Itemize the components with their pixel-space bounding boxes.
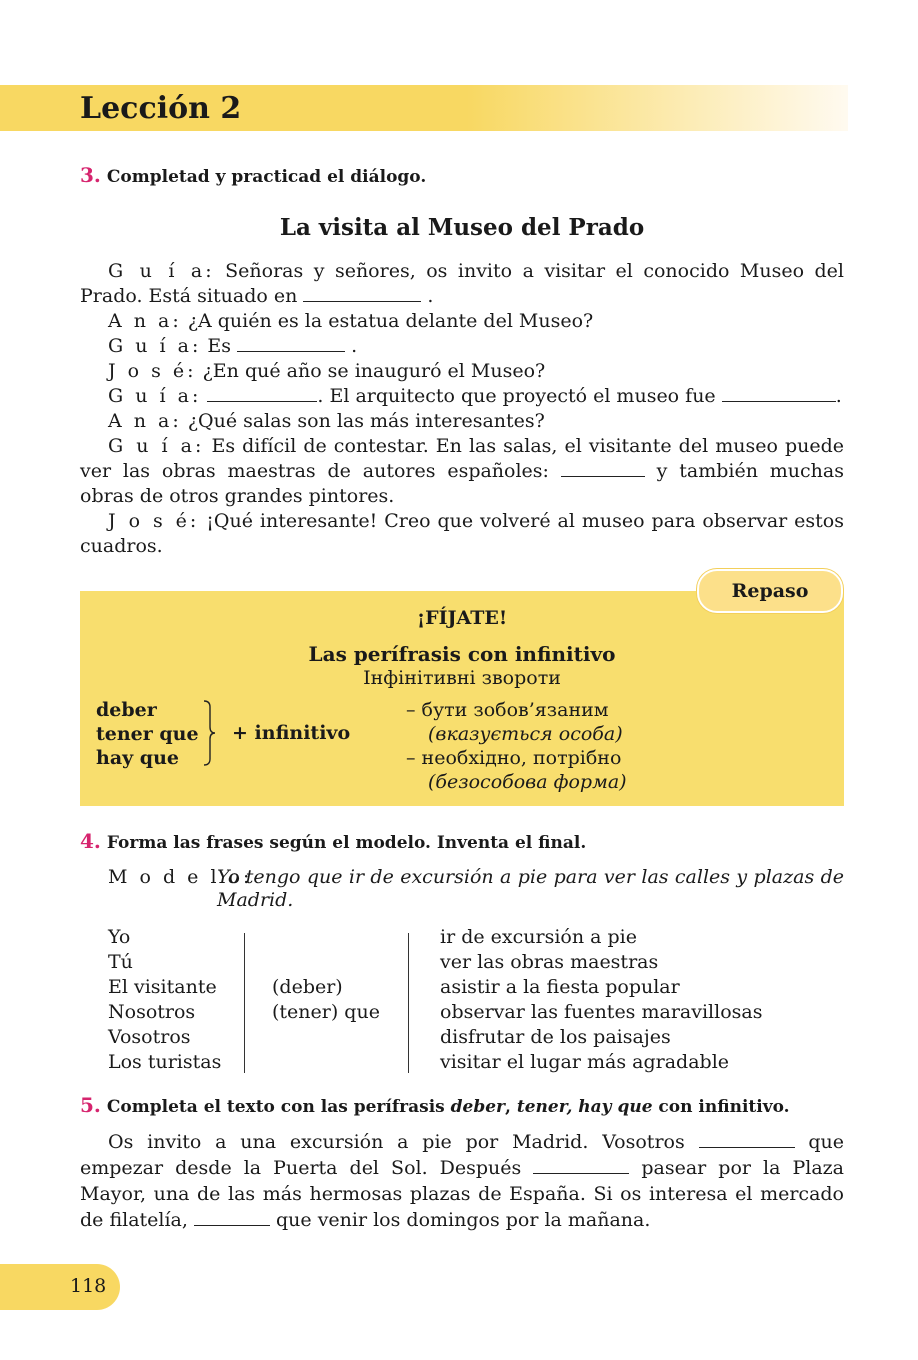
line-text: . [345, 335, 358, 357]
line-text: . El arquitecto que proyectó el museo fue [317, 385, 722, 407]
table-cell: disfrutar de los paisajes [440, 1026, 671, 1048]
brace-icon [202, 699, 218, 767]
table-cell [272, 950, 412, 975]
box-subtitle-translation: Інфінітивні звороти [363, 667, 561, 689]
instruction-emphasis: deber [450, 1097, 506, 1117]
table-cell [272, 925, 412, 950]
table-cell: Vosotros [108, 1026, 191, 1048]
dialog-title: La visita al Museo del Prado [279, 214, 645, 241]
instruction-text: Completa el texto con las perífrasis [106, 1097, 451, 1117]
dialog-line [80, 359, 844, 384]
actions-column [440, 925, 860, 1075]
box-subtitle: Las perífrasis con infinitivo [308, 642, 616, 666]
table-cell: asistir a la fiesta popular [440, 976, 680, 998]
text-segment: que empezar desde la Puerta del Sol. Después [80, 1131, 844, 1179]
answer-blank[interactable] [194, 1209, 270, 1226]
translation-line: – необхідно, потрібно [406, 747, 622, 769]
speaker: A n a: [108, 310, 182, 332]
answer-blank[interactable] [699, 1131, 795, 1148]
speaker: G u í a: [108, 435, 205, 457]
dialog-line [80, 384, 844, 409]
line-text: Señoras y señores, os invito a visitar el conocido Museo del Prado. Está situado en [80, 260, 844, 307]
plus-infinitive: + infinitivo [232, 722, 351, 744]
text-segment: Os invito a una excursión a pie por Madrid. Vosotros [108, 1131, 699, 1153]
column-divider [244, 933, 245, 1073]
answer-blank[interactable] [237, 335, 345, 352]
answer-blank[interactable] [303, 285, 421, 302]
instruction-text: , [505, 1097, 517, 1117]
speaker: A n a: [108, 410, 182, 432]
translation-line: – бути зобов’язаним [406, 699, 609, 721]
translations [406, 698, 627, 794]
answer-blank[interactable] [722, 385, 836, 402]
text-segment: que venir los domingos por la mañana. [269, 1209, 651, 1231]
line-text: y también muchas obras de otros grandes pintores. [80, 460, 844, 507]
dialog-line [80, 409, 844, 434]
dialog-line [80, 309, 844, 334]
answer-blank[interactable] [533, 1157, 629, 1174]
answer-blank[interactable] [207, 385, 317, 402]
translation-note: (безособова форма) [428, 771, 627, 793]
speaker: J o s é: [108, 510, 200, 532]
speaker: G u í a: [108, 335, 202, 357]
instruction-text: Completad y practicad el diálogo. [106, 167, 427, 187]
page-number: 118 [70, 1275, 107, 1297]
speaker: G u í a: [108, 260, 215, 282]
verb-list [96, 698, 199, 770]
exercise-4-instruction [80, 830, 586, 854]
dialog-line [80, 334, 844, 359]
line-text: . [421, 285, 434, 307]
dialog-line [80, 434, 844, 509]
table-cell: Los turistas [108, 1051, 222, 1073]
line-text: ¿Qué salas son las más interesantes? [181, 410, 545, 432]
dialog [80, 259, 844, 559]
speaker: J o s é: [108, 360, 197, 382]
grammar-box [80, 591, 844, 806]
table-cell: Yo [108, 926, 131, 948]
column-divider [408, 933, 409, 1073]
exercise-number: 5. [80, 1093, 101, 1117]
line-text: ¡Qué interesante! Creo que volveré al museo para observar estos cuadros. [80, 510, 844, 557]
verb-item: tener que [96, 723, 199, 745]
instruction-text: con infinitivo. [652, 1097, 790, 1117]
verbs-column [272, 925, 412, 1025]
table-cell: El visitante [108, 976, 217, 998]
repaso-tab: Repaso [697, 569, 843, 613]
dialog-line [80, 259, 844, 309]
speaker: G u í a: [108, 385, 202, 407]
text-segment: pasear por la Plaza Mayor, una de las más hermosas plazas de España. Si os interesa el mercado de filatelía, [80, 1157, 844, 1231]
exercise-3-instruction [80, 164, 426, 188]
table-cell: ir de excursión a pie [440, 926, 637, 948]
instruction-emphasis: tener, hay que [516, 1097, 653, 1117]
model-label: M o d e l o: [108, 866, 253, 888]
table-cell: (tener) que [272, 1001, 380, 1023]
lesson-title: Lección 2 [80, 91, 242, 126]
verb-item: hay que [96, 747, 179, 769]
line-text: ¿A quién es la estatua delante del Museo? [181, 310, 594, 332]
table-cell: (deber) [272, 976, 343, 998]
line-text: ¿En qué año se inauguró el Museo? [196, 360, 546, 382]
dialog-line [80, 509, 844, 559]
instruction-text: Forma las frases según el modelo. Inventa el final. [106, 833, 587, 853]
line-text: Es [201, 335, 238, 357]
table-cell: Nosotros [108, 1001, 196, 1023]
table-cell: ver las obras maestras [440, 951, 659, 973]
line-text: . [835, 385, 842, 407]
exercise-number: 4. [80, 829, 101, 853]
answer-blank[interactable] [561, 460, 645, 477]
table-cell: observar las fuentes maravillosas [440, 1001, 763, 1023]
model-text: Yo tengo que ir de excursión a pie para ver las calles y plazas de Madrid. [217, 866, 844, 911]
exercise-number: 3. [80, 163, 101, 187]
box-heading: ¡FÍJATE! [416, 607, 508, 629]
table-cell: Tú [108, 951, 133, 973]
verb-item: deber [96, 699, 157, 721]
exercise-5-instruction [80, 1094, 790, 1118]
line-text: Es difícil de contestar. En las salas, el visitante del museo puede ver las obras maestras de autores españoles: [80, 435, 844, 482]
gap-fill-text [80, 1129, 844, 1233]
table-cell: visitar el lugar más agradable [440, 1051, 730, 1073]
subjects-column [108, 925, 248, 1075]
translation-note: (вказується особа) [428, 723, 623, 745]
